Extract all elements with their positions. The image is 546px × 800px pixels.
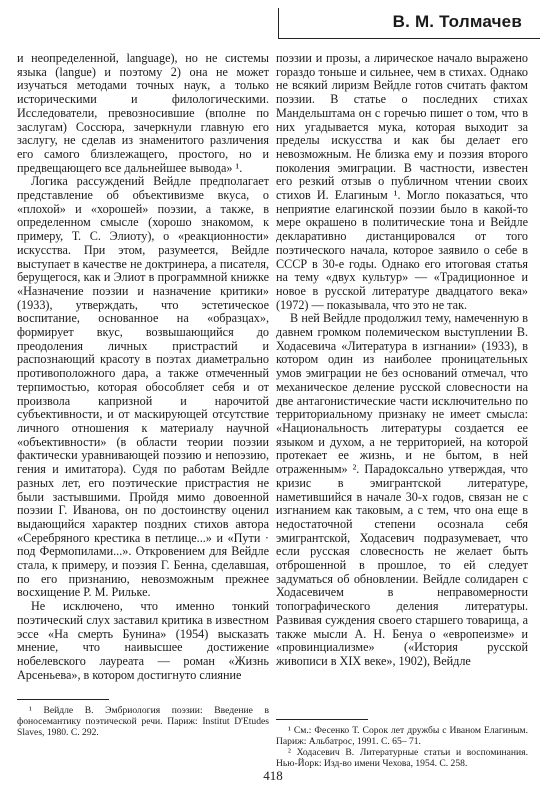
footnotes-right [276, 719, 528, 769]
footnotes-left [17, 699, 269, 738]
page-number: 418 [263, 768, 283, 783]
footnote: ¹ См.: Фесенко Т. Сорок лет дружбы с Иваном Елагиным. Париж: Альбатрос, 1991. С. 65– 71. [276, 725, 528, 747]
paragraph: Не исключено, что именно тонкий поэтический слух заставил критика в известном эссе «На смерть Бунина» (1954) высказать мнение, что наивысшее достижение нобелевского лауреата — роман «Жизнь Арсеньева», в котором достигнуто слияние [17, 599, 269, 682]
running-header [8, 8, 540, 44]
footnote: ² Ходасевич В. Литературные статьи и воспоминания. Нью-Йорк: Изд-во имени Чехова, 1954. С. 258. [276, 747, 528, 769]
footnote: ¹ Вейдле В. Эмбриология поэзии: Введение в фоносемантику поэтической речи. Париж: Institut D'Etudes Slaves, 1980. С. 292. [17, 705, 269, 738]
paragraph: и неопределенной, language), но не системы языка (langue) и поэтому 2) она не может изучаться методами точных наук, а только историческими и филологическими. Исследователи, превозносившие (вполне по заслугам) Соссюра, зачеркнули главную его заслугу, не сделав из знаменитого различения его самого близлежащего, простого, но и предвещающего все дальнейшее вывода» ¹. [17, 51, 269, 175]
header-rule [278, 38, 540, 39]
paragraph: В ней Вейдле продолжил тему, намеченную в давнем громком полемическом выступлении В. Ходасевича «Литература в изгнании» (1933), в котором один из наиболее проницательных умов эмиграции не без оснований отмечал, что механическое деление русской словесности на две антагонистические части исключительно по территориальному признаку не имеет смысла: «Национальность литературы создается ее языком и духом, а не территорией, на которой протекает ее жизнь, и не бытом, в ней отраженным» ². Парадоксально утверждая, что кризис в эмигрантской литературе, наметившийся в начале 30-х годов, связан не с изгнанием как таковым, а с тем, что она еще в недостаточной степени осознала себя эмигрантской, Ходасевич подразумевает, что если русская словесность не желает быть отброшенной в прошлое, то ей следует задуматься об обновлении. Вейдле солидарен с Ходасевичем в неправомерности топографического деления литературы. Развивая суждения своего старшего товарища, а также мысли А. Н. Бенуа о «европеизме» и «провинциализме» («История русской живописи в XIX веке», 1902), Вейдле [276, 311, 528, 668]
paragraph: Логика рассуждений Вейдле предполагает представление об объективизме вкуса, о «плохой» и «хорошей» поэзии, а также, в определенном смысле (хорошо знакомом, к примеру, Т. С. Элиоту), о «реакционности» искусства. При этом, разумеется, Вейдле выступает в качестве не доктринера, а писателя, берущегося, как и Элиот в программной книжке «Назначение поэзии и назначение критики» (1933), утверждать, что эстетическое воспитание, основанное на «образцах», формирует вкус, возвышающийся до преодоления личных пристрастий и распознающий красоту в поэтах диаметрально противоположного дара, а также отмеченный терпимостью, которая обособляет себя и от произвола капризной и нарочитой субъективности, и от маскирующей отсутствие личного отношения к материалу научной «объективности» (в области теории поэзии фактически уравнивающей поэзию и непоэзию, гения и имитатора). Судя по работам Вейдле разных лет, его поэтические пристрастия не были застывшими. Пройдя мимо довоенной поэзии Г. Иванова, он по достоинству оценил выдающийся характер поздних стихов автора «Серебряного крестика в петлице...» и «Пути · под Фермопилами...». Откровением для Вейдле стала, к примеру, и поэзия Г. Бенна, сделавшая, по его признанию, невозможным прежнее восхищение Р. М. Рильке. [17, 174, 269, 600]
text-column-left [17, 52, 269, 682]
footnote-rule [276, 719, 368, 720]
header-divider [278, 8, 279, 38]
text-column-right [276, 52, 528, 669]
paragraph: поэзии и прозы, а лирическое начало выражено гораздо тоньше и сильнее, чем в стихах. Однако не всякий лиризм Вейдле готов считать фактом поэзии. В статье о последних стихах Мандельштама он с горечью пишет о том, что в них угадывается мука, которая выходит за пределы искусства и как бы делает его невозможным. Не близка ему и поэзия второго поколения эмиграции. В частности, известен его резкий отзыв о публичном чтении своих стихов И. Елагиным ¹. Могло показаться, что неприятие елагинской поэзии было в какой-то мере окрашено в политические тона и Вейдле декларативно дистанцировался от того поэтического начала, которое заявило о себе в СССР в 30-е годы. Однако его итоговая статья на тему «двух культур» — «Традиционное и новое в русской литературе двадцатого века» (1972) — показывала, что это не так. [276, 51, 528, 312]
page-author-title: В. М. Толмачев [392, 12, 522, 31]
footnote-rule [17, 699, 109, 700]
